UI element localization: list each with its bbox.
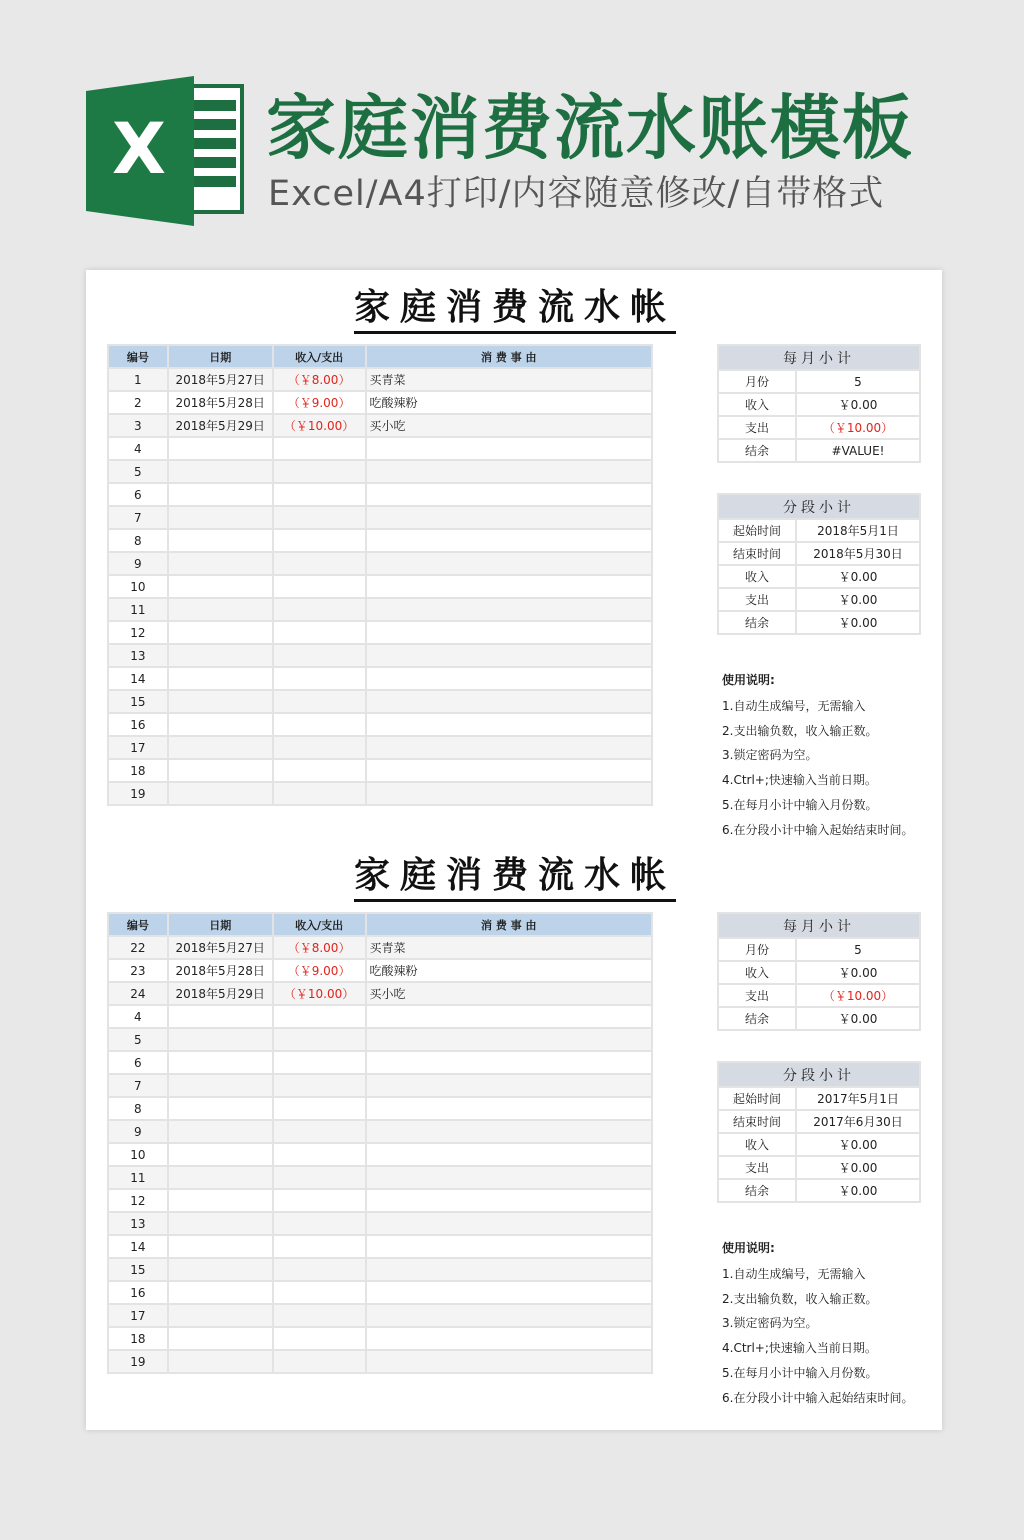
table-row <box>718 588 920 611</box>
cell-reason[interactable] <box>366 1120 652 1143</box>
cell-reason[interactable] <box>366 736 652 759</box>
cell-reason[interactable]: 买小吃 <box>366 414 652 437</box>
monthly-subtotal-table <box>717 912 921 1031</box>
cell-amount[interactable] <box>273 575 366 598</box>
cell-reason[interactable]: 吃酸辣粉 <box>366 391 652 414</box>
cell-amount[interactable] <box>273 667 366 690</box>
monthly-subtotal-title: 每月小计 <box>718 345 920 370</box>
cell-id[interactable]: 9 <box>108 552 168 575</box>
cell-id[interactable]: 12 <box>108 621 168 644</box>
cell-amount[interactable] <box>273 644 366 667</box>
cell-reason[interactable] <box>366 1028 652 1051</box>
cell-reason[interactable] <box>366 483 652 506</box>
table-row <box>718 1179 920 1202</box>
cell-reason[interactable]: 买青菜 <box>366 368 652 391</box>
ledger-table <box>107 344 653 806</box>
banner-subtitle: Excel/A4打印/内容随意修改/自带格式 <box>268 174 885 214</box>
monthly-value[interactable]: 5 <box>796 370 920 393</box>
excel-logo-icon <box>86 76 248 226</box>
table-row <box>108 483 652 506</box>
cell-amount[interactable] <box>273 1120 366 1143</box>
table-row <box>108 959 652 982</box>
table-row <box>718 439 920 462</box>
cell-id[interactable]: 7 <box>108 506 168 529</box>
col-header-amount: 收入/支出 <box>273 913 366 936</box>
cell-amount[interactable]: （￥8.00） <box>273 368 366 391</box>
cell-reason[interactable] <box>366 575 652 598</box>
table-row <box>108 391 652 414</box>
table-row <box>108 368 652 391</box>
monthly-value[interactable]: ￥0.00 <box>796 1007 920 1030</box>
period-label: 起始时间 <box>718 519 796 542</box>
cell-reason[interactable] <box>366 1327 652 1350</box>
cell-id[interactable]: 24 <box>108 982 168 1005</box>
period-subtotal-title: 分段小计 <box>718 1062 920 1087</box>
table-row <box>108 1074 652 1097</box>
cell-amount[interactable]: （￥10.00） <box>273 982 366 1005</box>
cell-reason[interactable] <box>366 782 652 805</box>
col-header-amount: 收入/支出 <box>273 345 366 368</box>
ledger-section-2 <box>86 838 942 1406</box>
cell-date[interactable] <box>168 1143 273 1166</box>
table-row <box>108 506 652 529</box>
table-row <box>108 529 652 552</box>
cell-id[interactable]: 18 <box>108 759 168 782</box>
cell-date[interactable] <box>168 437 273 460</box>
monthly-label: 支出 <box>718 984 796 1007</box>
cell-id[interactable]: 11 <box>108 598 168 621</box>
period-value[interactable]: ￥0.00 <box>796 588 920 611</box>
period-value[interactable]: 2018年5月30日 <box>796 542 920 565</box>
cell-id[interactable]: 15 <box>108 690 168 713</box>
table-row <box>108 1189 652 1212</box>
cell-date[interactable] <box>168 1281 273 1304</box>
cell-reason[interactable] <box>366 690 652 713</box>
table-row <box>108 1097 652 1120</box>
cell-amount[interactable] <box>273 529 366 552</box>
cell-date[interactable] <box>168 690 273 713</box>
cell-date[interactable]: 2018年5月27日 <box>168 368 273 391</box>
cell-amount[interactable] <box>273 1074 366 1097</box>
period-value[interactable]: ￥0.00 <box>796 1179 920 1202</box>
cell-amount[interactable] <box>273 1051 366 1074</box>
monthly-subtotal-table <box>717 344 921 463</box>
cell-reason[interactable] <box>366 460 652 483</box>
cell-id[interactable]: 2 <box>108 391 168 414</box>
cell-id[interactable]: 14 <box>108 1235 168 1258</box>
cell-id[interactable]: 13 <box>108 1212 168 1235</box>
table-row <box>718 370 920 393</box>
table-row <box>108 1028 652 1051</box>
cell-date[interactable]: 2018年5月28日 <box>168 959 273 982</box>
cell-id[interactable]: 7 <box>108 1074 168 1097</box>
cell-amount[interactable] <box>273 460 366 483</box>
ledger-table <box>107 912 653 1374</box>
col-header-reason: 消 费 事 由 <box>366 345 652 368</box>
cell-reason[interactable] <box>366 1281 652 1304</box>
period-label: 结束时间 <box>718 1110 796 1133</box>
cell-reason[interactable] <box>366 1166 652 1189</box>
cell-amount[interactable]: （￥8.00） <box>273 936 366 959</box>
usage-notes-title: 使用说明: <box>722 1241 775 1255</box>
table-row <box>718 1110 920 1133</box>
table-row <box>108 598 652 621</box>
cell-date[interactable] <box>168 1074 273 1097</box>
cell-amount[interactable] <box>273 1327 366 1350</box>
table-row <box>718 1156 920 1179</box>
usage-note-item: 3.锁定密码为空。 <box>722 748 818 763</box>
cell-date[interactable] <box>168 1028 273 1051</box>
cell-id[interactable]: 8 <box>108 1097 168 1120</box>
period-value[interactable]: ￥0.00 <box>796 611 920 634</box>
cell-date[interactable] <box>168 736 273 759</box>
table-row <box>108 690 652 713</box>
col-header-date: 日期 <box>168 345 273 368</box>
table-row <box>108 621 652 644</box>
cell-id[interactable]: 5 <box>108 460 168 483</box>
cell-reason[interactable]: 吃酸辣粉 <box>366 959 652 982</box>
cell-reason[interactable] <box>366 506 652 529</box>
period-subtotal-table <box>717 493 921 635</box>
table-row <box>718 938 920 961</box>
usage-note-item: 4.Ctrl+;快速输入当前日期。 <box>722 773 877 788</box>
col-header-id: 编号 <box>108 345 168 368</box>
cell-amount[interactable]: （￥9.00） <box>273 959 366 982</box>
table-row <box>718 416 920 439</box>
cell-amount[interactable] <box>273 736 366 759</box>
cell-amount[interactable] <box>273 1350 366 1373</box>
table-row <box>718 961 920 984</box>
cell-id[interactable]: 11 <box>108 1166 168 1189</box>
cell-date[interactable] <box>168 1235 273 1258</box>
cell-date[interactable] <box>168 1350 273 1373</box>
cell-amount[interactable] <box>273 1097 366 1120</box>
cell-date[interactable] <box>168 1051 273 1074</box>
cell-id[interactable]: 9 <box>108 1120 168 1143</box>
period-subtotal-title: 分段小计 <box>718 494 920 519</box>
monthly-label: 收入 <box>718 393 796 416</box>
cell-reason[interactable] <box>366 1304 652 1327</box>
cell-date[interactable] <box>168 1120 273 1143</box>
cell-id[interactable]: 17 <box>108 736 168 759</box>
cell-id[interactable]: 16 <box>108 713 168 736</box>
monthly-value[interactable]: ￥0.00 <box>796 961 920 984</box>
usage-note-item: 4.Ctrl+;快速输入当前日期。 <box>722 1341 877 1356</box>
cell-date[interactable] <box>168 1166 273 1189</box>
cell-amount[interactable] <box>273 1005 366 1028</box>
cell-reason[interactable] <box>366 1005 652 1028</box>
monthly-label: 月份 <box>718 370 796 393</box>
cell-reason[interactable] <box>366 1258 652 1281</box>
cell-amount[interactable] <box>273 1235 366 1258</box>
cell-date[interactable] <box>168 1304 273 1327</box>
ledger-section-1 <box>86 270 942 838</box>
cell-reason[interactable] <box>366 1143 652 1166</box>
cell-reason[interactable] <box>366 759 652 782</box>
cell-amount[interactable] <box>273 1166 366 1189</box>
cell-date[interactable] <box>168 667 273 690</box>
table-row <box>718 611 920 634</box>
section-title: 家庭消费流水帐 <box>354 286 676 334</box>
cell-amount[interactable] <box>273 506 366 529</box>
usage-note-item: 2.支出输负数，收入输正数。 <box>722 723 878 738</box>
cell-reason[interactable]: 买青菜 <box>366 936 652 959</box>
cell-amount[interactable] <box>273 713 366 736</box>
monthly-subtotal-title: 每月小计 <box>718 913 920 938</box>
period-value[interactable]: ￥0.00 <box>796 1156 920 1179</box>
cell-date[interactable] <box>168 552 273 575</box>
cell-amount[interactable] <box>273 1028 366 1051</box>
cell-id[interactable]: 19 <box>108 782 168 805</box>
table-row <box>108 644 652 667</box>
monthly-label: 结余 <box>718 439 796 462</box>
cell-amount[interactable] <box>273 759 366 782</box>
cell-amount[interactable] <box>273 1212 366 1235</box>
table-row <box>108 1281 652 1304</box>
period-value[interactable]: 2017年5月1日 <box>796 1087 920 1110</box>
usage-notes <box>722 1236 913 1411</box>
cell-amount[interactable] <box>273 1304 366 1327</box>
cell-id[interactable]: 6 <box>108 483 168 506</box>
cell-id[interactable]: 3 <box>108 414 168 437</box>
usage-note-item: 1.自动生成编号，无需输入 <box>722 1266 866 1281</box>
usage-note-item: 5.在每月小计中输入月份数。 <box>722 1365 878 1380</box>
table-row <box>108 936 652 959</box>
table-row <box>108 736 652 759</box>
cell-amount[interactable]: （￥10.00） <box>273 414 366 437</box>
cell-reason[interactable] <box>366 1074 652 1097</box>
cell-id[interactable]: 18 <box>108 1327 168 1350</box>
usage-notes <box>722 668 913 843</box>
cell-id[interactable]: 17 <box>108 1304 168 1327</box>
cell-amount[interactable] <box>273 782 366 805</box>
monthly-value[interactable]: （￥10.00） <box>796 416 920 439</box>
cell-amount[interactable] <box>273 690 366 713</box>
cell-date[interactable] <box>168 575 273 598</box>
table-row <box>108 1143 652 1166</box>
table-row <box>718 393 920 416</box>
cell-id[interactable]: 22 <box>108 936 168 959</box>
cell-date[interactable] <box>168 621 273 644</box>
spreadsheet-paper <box>86 270 942 1430</box>
col-header-reason: 消 费 事 由 <box>366 913 652 936</box>
table-row <box>108 437 652 460</box>
table-row <box>718 565 920 588</box>
cell-amount[interactable] <box>273 552 366 575</box>
col-header-date: 日期 <box>168 913 273 936</box>
period-label: 结束时间 <box>718 542 796 565</box>
cell-date[interactable] <box>168 506 273 529</box>
period-label: 支出 <box>718 588 796 611</box>
table-row <box>718 519 920 542</box>
table-row <box>718 1007 920 1030</box>
cell-id[interactable]: 8 <box>108 529 168 552</box>
cell-date[interactable] <box>168 1005 273 1028</box>
table-row <box>718 542 920 565</box>
cell-id[interactable]: 10 <box>108 1143 168 1166</box>
cell-reason[interactable] <box>366 1189 652 1212</box>
table-row <box>108 1051 652 1074</box>
period-value[interactable]: ￥0.00 <box>796 1133 920 1156</box>
cell-id[interactable]: 6 <box>108 1051 168 1074</box>
usage-note-item: 3.锁定密码为空。 <box>722 1316 818 1331</box>
period-label: 收入 <box>718 565 796 588</box>
table-row <box>718 1133 920 1156</box>
cell-reason[interactable] <box>366 1051 652 1074</box>
period-value[interactable]: 2018年5月1日 <box>796 519 920 542</box>
cell-reason[interactable] <box>366 1235 652 1258</box>
period-value[interactable]: 2017年6月30日 <box>796 1110 920 1133</box>
cell-amount[interactable] <box>273 483 366 506</box>
cell-amount[interactable] <box>273 1258 366 1281</box>
table-row <box>108 460 652 483</box>
monthly-label: 结余 <box>718 1007 796 1030</box>
cell-date[interactable] <box>168 759 273 782</box>
cell-reason[interactable] <box>366 621 652 644</box>
cell-reason[interactable] <box>366 1350 652 1373</box>
usage-note-item: 5.在每月小计中输入月份数。 <box>722 797 878 812</box>
cell-date[interactable] <box>168 529 273 552</box>
cell-date[interactable]: 2018年5月28日 <box>168 391 273 414</box>
cell-id[interactable]: 19 <box>108 1350 168 1373</box>
table-row <box>108 1120 652 1143</box>
period-label: 支出 <box>718 1156 796 1179</box>
cell-id[interactable]: 14 <box>108 667 168 690</box>
monthly-value[interactable]: 5 <box>796 938 920 961</box>
period-label: 起始时间 <box>718 1087 796 1110</box>
cell-reason[interactable] <box>366 644 652 667</box>
cell-date[interactable] <box>168 483 273 506</box>
table-row <box>108 782 652 805</box>
period-label: 收入 <box>718 1133 796 1156</box>
cell-date[interactable] <box>168 1212 273 1235</box>
cell-reason[interactable] <box>366 552 652 575</box>
cell-date[interactable] <box>168 460 273 483</box>
cell-reason[interactable] <box>366 1097 652 1120</box>
table-row <box>108 1350 652 1373</box>
col-header-id: 编号 <box>108 913 168 936</box>
cell-date[interactable]: 2018年5月29日 <box>168 414 273 437</box>
cell-id[interactable]: 23 <box>108 959 168 982</box>
cell-amount[interactable] <box>273 621 366 644</box>
cell-date[interactable] <box>168 713 273 736</box>
usage-note-item: 1.自动生成编号，无需输入 <box>722 698 866 713</box>
section-title: 家庭消费流水帐 <box>354 854 676 902</box>
cell-date[interactable]: 2018年5月27日 <box>168 936 273 959</box>
cell-reason[interactable] <box>366 529 652 552</box>
monthly-label: 支出 <box>718 416 796 439</box>
cell-reason[interactable] <box>366 598 652 621</box>
cell-reason[interactable]: 买小吃 <box>366 982 652 1005</box>
cell-reason[interactable] <box>366 1212 652 1235</box>
table-row <box>108 1166 652 1189</box>
cell-date[interactable] <box>168 1097 273 1120</box>
period-value[interactable]: ￥0.00 <box>796 565 920 588</box>
ledger-header-row <box>108 345 652 368</box>
cell-id[interactable]: 16 <box>108 1281 168 1304</box>
table-row <box>108 1235 652 1258</box>
ledger-header-row <box>108 913 652 936</box>
period-label: 结余 <box>718 611 796 634</box>
table-row <box>108 575 652 598</box>
cell-amount[interactable] <box>273 598 366 621</box>
period-label: 结余 <box>718 1179 796 1202</box>
cell-reason[interactable] <box>366 713 652 736</box>
table-row <box>108 1327 652 1350</box>
cell-date[interactable] <box>168 782 273 805</box>
table-row <box>108 1212 652 1235</box>
period-subtotal-table <box>717 1061 921 1203</box>
cell-date[interactable] <box>168 1258 273 1281</box>
cell-reason[interactable] <box>366 437 652 460</box>
cell-date[interactable]: 2018年5月29日 <box>168 982 273 1005</box>
table-row <box>108 1258 652 1281</box>
cell-id[interactable]: 4 <box>108 1005 168 1028</box>
cell-amount[interactable] <box>273 1143 366 1166</box>
table-row <box>108 759 652 782</box>
monthly-value[interactable]: #VALUE! <box>796 439 920 462</box>
monthly-label: 收入 <box>718 961 796 984</box>
monthly-value[interactable]: （￥10.00） <box>796 984 920 1007</box>
cell-id[interactable]: 12 <box>108 1189 168 1212</box>
cell-id[interactable]: 5 <box>108 1028 168 1051</box>
logo-letter: X <box>112 108 166 190</box>
table-row <box>718 1087 920 1110</box>
cell-id[interactable]: 15 <box>108 1258 168 1281</box>
banner-title: 家庭消费流水账模板 <box>266 87 914 169</box>
cell-reason[interactable] <box>366 667 652 690</box>
usage-notes-title: 使用说明: <box>722 673 775 687</box>
table-row <box>718 984 920 1007</box>
table-row <box>108 552 652 575</box>
cell-date[interactable] <box>168 1189 273 1212</box>
cell-amount[interactable] <box>273 1189 366 1212</box>
cell-amount[interactable] <box>273 437 366 460</box>
usage-note-item: 6.在分段小计中输入起始结束时间。 <box>722 1390 914 1405</box>
cell-id[interactable]: 13 <box>108 644 168 667</box>
cell-id[interactable]: 4 <box>108 437 168 460</box>
cell-date[interactable] <box>168 644 273 667</box>
table-row <box>108 982 652 1005</box>
monthly-value[interactable]: ￥0.00 <box>796 393 920 416</box>
cell-id[interactable]: 1 <box>108 368 168 391</box>
cell-amount[interactable] <box>273 1281 366 1304</box>
table-row <box>108 1005 652 1028</box>
table-row <box>108 713 652 736</box>
table-row <box>108 414 652 437</box>
table-row <box>108 1304 652 1327</box>
usage-note-item: 6.在分段小计中输入起始结束时间。 <box>722 822 914 837</box>
table-row <box>108 667 652 690</box>
cell-date[interactable] <box>168 598 273 621</box>
monthly-label: 月份 <box>718 938 796 961</box>
banner <box>0 0 1024 250</box>
cell-id[interactable]: 10 <box>108 575 168 598</box>
cell-amount[interactable]: （￥9.00） <box>273 391 366 414</box>
cell-date[interactable] <box>168 1327 273 1350</box>
usage-note-item: 2.支出输负数，收入输正数。 <box>722 1291 878 1306</box>
